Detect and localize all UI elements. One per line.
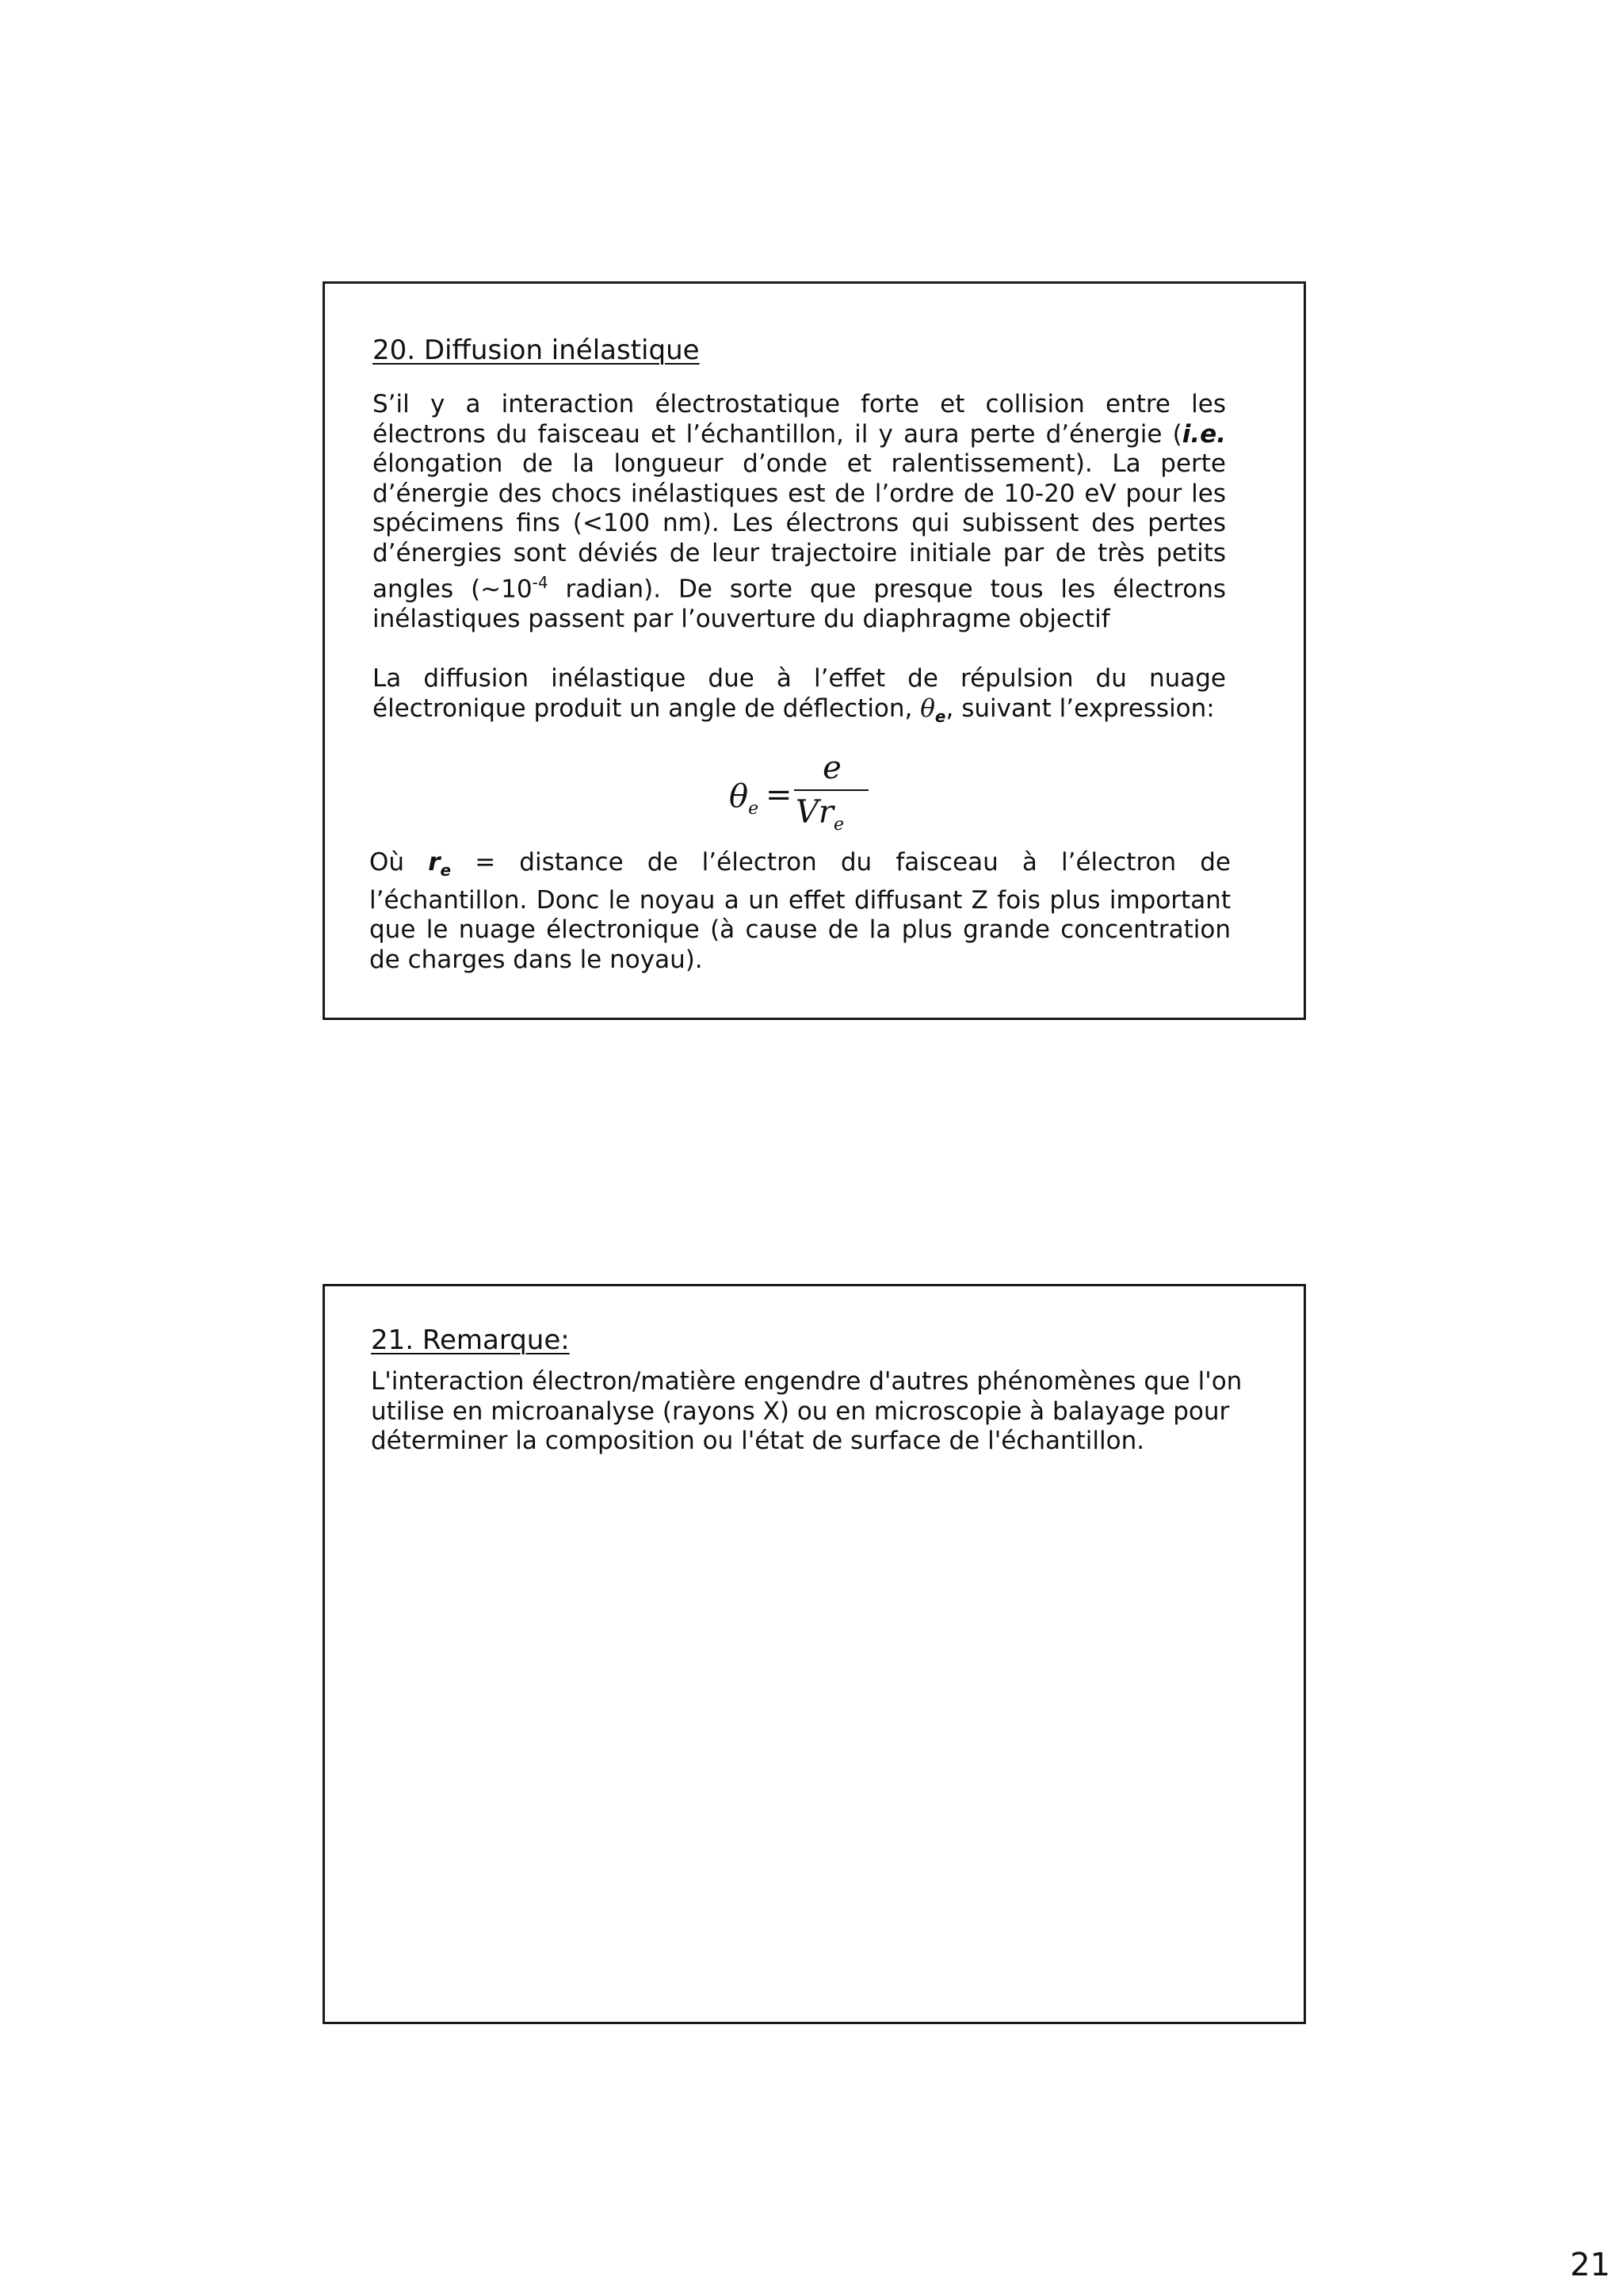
slide-20-paragraph-3: Où $r_e$ = distance de l’électron du faisceau à l’électron de l’échantillon. Donc le noyau a un effet diffusant Z fois plus important que le nuage électronique (à cause de la plus grande concentration de charges dans le noyau). [369, 848, 1231, 974]
theta-symbol: $\theta_e$ [920, 693, 946, 727]
slide-20-content-bottom [369, 848, 1231, 975]
slide-21 [323, 1284, 1306, 2024]
slide-21-paragraph-1: L'interaction électron/matière engendre d'autres phénomènes que l'on utilise en microanalyse (rayons X) ou en microscopie à balayage pour déterminer la composition ou l'état de surface de l'échantillon. [371, 1367, 1243, 1455]
formula-equals: = [766, 777, 792, 813]
slide-20-title: 20. Diffusion inélastique [372, 334, 700, 366]
slide-21-content [371, 1323, 1248, 1457]
slide-20-paragraph-2: La diffusion inélastique due à l’effet de répulsion du nuage électronique produit un angle de déflection, $\theta_e$, suivant l’expression: [372, 664, 1226, 727]
slide-20-content [372, 333, 1226, 732]
re-variable: $r_e$ [428, 848, 452, 881]
exponent: -4 [532, 573, 548, 592]
formula-denominator: $Vr_e$ [796, 794, 845, 835]
slide-21-title: 21. Remarque: [371, 1324, 570, 1356]
formula-numerator: e [823, 750, 842, 786]
deflection-formula [729, 750, 888, 837]
slide-20 [323, 281, 1306, 1020]
fraction-bar [794, 789, 869, 791]
formula-lhs: $\theta_e$ [729, 778, 759, 819]
page-number: 21 [1570, 2247, 1610, 2283]
slide-20-paragraph-1: S’il y a interaction électrostatique forte et collision entre les électrons du faisceau et l’échantillon, il y aura perte d’énergie (i.e. élongation de la longueur d’onde et ralentissement). La perte d’énergie des chocs inélastiques est de l’ordre de 10-20 eV pour les spécimens fins (<100 nm). Les électrons qui subissent des pertes d’énergies sont déviés de leur trajectoire initiale par de très petits angles ($\sim 10^{-4}$ radian). De sorte que presque tous les électrons inélastiques passent par l’ouverture du diaphragme objectif [372, 390, 1226, 633]
ie-abbreviation: i.e. [1182, 419, 1226, 449]
